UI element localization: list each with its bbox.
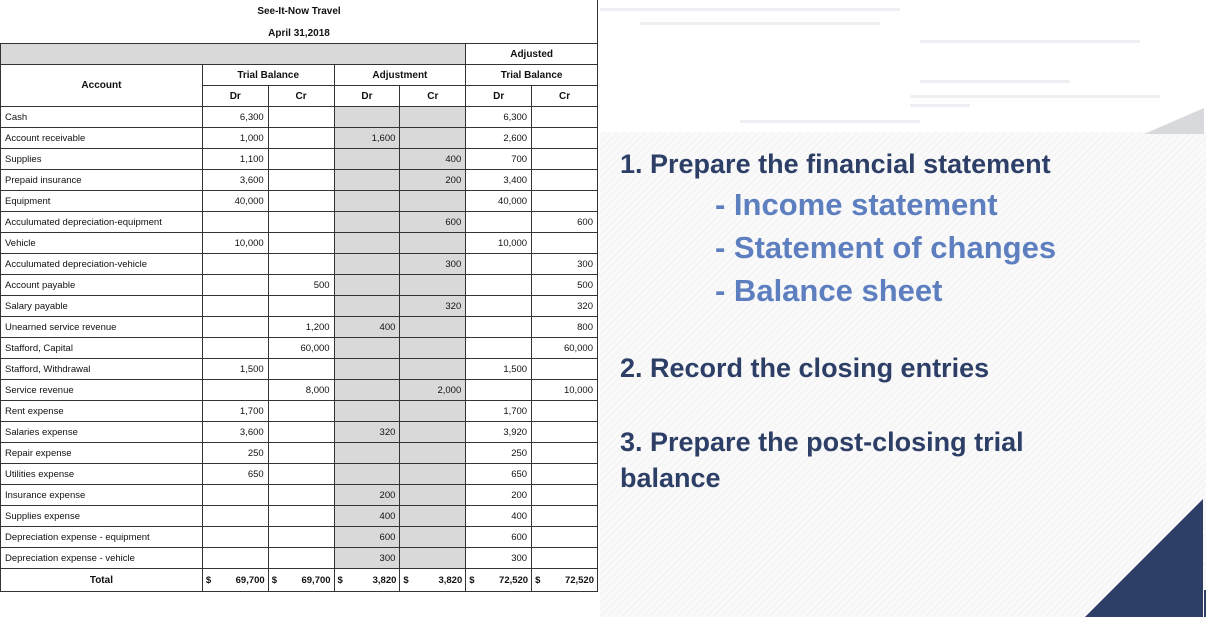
cell-atb-cr: 60,000 <box>532 338 598 359</box>
cell-adj-dr <box>334 443 400 464</box>
cell-adj-dr: 600 <box>334 527 400 548</box>
cell-tb-cr <box>268 149 334 170</box>
cell-tb-cr <box>268 191 334 212</box>
dr-header: Dr <box>202 86 268 107</box>
table-row <box>1 485 598 506</box>
total-tb-dr <box>202 569 268 592</box>
cell-atb-dr <box>466 380 532 401</box>
table-row <box>1 380 598 401</box>
cell-adj-dr <box>334 464 400 485</box>
total-value: 3,820 <box>438 574 463 586</box>
cell-adj-dr: 1,600 <box>334 128 400 149</box>
total-value: 72,520 <box>499 574 529 586</box>
cr-header: Cr <box>268 86 334 107</box>
adjusted-trial-balance-header: Trial Balance <box>466 65 598 86</box>
account-name: Supplies expense <box>1 506 203 527</box>
faded-line <box>640 22 880 25</box>
cell-tb-dr <box>202 317 268 338</box>
table-row <box>1 149 598 170</box>
account-name: Repair expense <box>1 443 203 464</box>
account-name: Depreciation expense - vehicle <box>1 548 203 569</box>
cell-atb-dr: 6,300 <box>466 107 532 128</box>
cell-adj-cr <box>400 422 466 443</box>
table-row <box>1 443 598 464</box>
corner-decoration <box>1144 108 1204 134</box>
cell-atb-cr: 500 <box>532 275 598 296</box>
faded-line <box>910 104 970 107</box>
table-row <box>1 170 598 191</box>
total-atb-cr <box>532 569 598 592</box>
total-label: Total <box>1 569 203 592</box>
cell-adj-dr <box>334 170 400 191</box>
cell-tb-dr <box>202 527 268 548</box>
cell-adj-cr <box>400 338 466 359</box>
cell-adj-dr: 300 <box>334 548 400 569</box>
cell-tb-cr <box>268 548 334 569</box>
total-value: 69,700 <box>301 574 331 586</box>
cell-atb-cr <box>532 548 598 569</box>
task-1-item-balance: - Balance sheet <box>715 273 943 308</box>
cell-tb-dr <box>202 548 268 569</box>
account-name: Prepaid insurance <box>1 170 203 191</box>
table-row <box>1 296 598 317</box>
account-name: Stafford, Withdrawal <box>1 359 203 380</box>
cell-tb-cr <box>268 170 334 191</box>
cell-adj-dr <box>334 191 400 212</box>
account-name: Depreciation expense - equipment <box>1 527 203 548</box>
cell-adj-cr <box>400 443 466 464</box>
account-name: Equipment <box>1 191 203 212</box>
task-3-line-1: 3. Prepare the post-closing trial <box>620 427 1024 457</box>
worksheet-table <box>0 43 598 592</box>
table-row <box>1 338 598 359</box>
total-atb-dr <box>466 569 532 592</box>
table-row <box>1 191 598 212</box>
table-row <box>1 422 598 443</box>
faded-line <box>910 95 1160 98</box>
cell-tb-dr: 3,600 <box>202 170 268 191</box>
cell-adj-cr <box>400 506 466 527</box>
table-row <box>1 548 598 569</box>
worksheet <box>0 0 598 600</box>
cell-atb-cr <box>532 485 598 506</box>
account-name: Acculumated depreciation-equipment <box>1 212 203 233</box>
cell-adj-dr <box>334 380 400 401</box>
cell-tb-cr <box>268 485 334 506</box>
faded-line <box>920 40 1140 43</box>
table-row <box>1 317 598 338</box>
cell-adj-cr <box>400 485 466 506</box>
cell-atb-dr: 1,700 <box>466 401 532 422</box>
cell-tb-cr <box>268 233 334 254</box>
table-row <box>1 401 598 422</box>
task-3-line-2: balance <box>620 463 721 493</box>
cell-adj-cr: 200 <box>400 170 466 191</box>
cell-atb-cr <box>532 464 598 485</box>
dr-header: Dr <box>466 86 532 107</box>
adjustment-header: Adjustment <box>334 65 466 86</box>
cell-tb-dr <box>202 380 268 401</box>
total-adj-cr <box>400 569 466 592</box>
cell-adj-dr: 200 <box>334 485 400 506</box>
cell-tb-cr: 1,200 <box>268 317 334 338</box>
cell-atb-dr <box>466 212 532 233</box>
table-row <box>1 254 598 275</box>
cell-tb-cr: 60,000 <box>268 338 334 359</box>
header-band-row <box>1 44 598 65</box>
account-name: Stafford, Capital <box>1 338 203 359</box>
cell-tb-cr <box>268 422 334 443</box>
cell-atb-cr: 600 <box>532 212 598 233</box>
cell-tb-dr <box>202 485 268 506</box>
cell-atb-dr <box>466 296 532 317</box>
cell-tb-cr: 8,000 <box>268 380 334 401</box>
cell-atb-cr <box>532 170 598 191</box>
account-name: Service revenue <box>1 380 203 401</box>
cell-adj-cr <box>400 275 466 296</box>
total-adj-dr <box>334 569 400 592</box>
cell-tb-dr: 3,600 <box>202 422 268 443</box>
cell-adj-cr: 2,000 <box>400 380 466 401</box>
total-tb-cr <box>268 569 334 592</box>
cell-tb-cr: 500 <box>268 275 334 296</box>
cell-atb-cr: 10,000 <box>532 380 598 401</box>
cell-tb-cr <box>268 107 334 128</box>
cell-atb-cr <box>532 128 598 149</box>
worksheet-date: April 31,2018 <box>268 28 330 39</box>
cell-atb-dr <box>466 338 532 359</box>
cell-tb-dr: 10,000 <box>202 233 268 254</box>
header-band <box>1 44 466 65</box>
cell-tb-cr <box>268 464 334 485</box>
cell-adj-dr <box>334 359 400 380</box>
cell-tb-dr <box>202 296 268 317</box>
cell-atb-cr: 320 <box>532 296 598 317</box>
total-value: 3,820 <box>372 574 397 586</box>
cell-adj-dr <box>334 107 400 128</box>
cell-adj-dr <box>334 338 400 359</box>
faded-line <box>600 8 900 11</box>
cell-atb-dr: 2,600 <box>466 128 532 149</box>
cell-tb-cr <box>268 128 334 149</box>
account-name: Salary payable <box>1 296 203 317</box>
account-name: Acculumated depreciation-vehicle <box>1 254 203 275</box>
cell-adj-dr <box>334 401 400 422</box>
total-value: 72,520 <box>564 574 594 586</box>
cell-atb-dr: 300 <box>466 548 532 569</box>
cell-atb-cr <box>532 443 598 464</box>
account-name: Insurance expense <box>1 485 203 506</box>
cell-atb-dr: 1,500 <box>466 359 532 380</box>
cell-adj-dr <box>334 254 400 275</box>
cell-tb-dr <box>202 254 268 275</box>
task-1: 1. Prepare the financial statement <box>620 149 1051 179</box>
cell-tb-dr: 1,700 <box>202 401 268 422</box>
table-row <box>1 128 598 149</box>
table-row <box>1 464 598 485</box>
account-name: Account receivable <box>1 128 203 149</box>
cell-atb-dr: 10,000 <box>466 233 532 254</box>
cell-atb-cr: 300 <box>532 254 598 275</box>
cell-adj-cr: 600 <box>400 212 466 233</box>
cell-tb-dr: 40,000 <box>202 191 268 212</box>
dr-header: Dr <box>334 86 400 107</box>
table-row <box>1 275 598 296</box>
account-name: Utilities expense <box>1 464 203 485</box>
currency-symbol: $ <box>271 574 277 586</box>
table-row <box>1 359 598 380</box>
account-name: Unearned service revenue <box>1 317 203 338</box>
task-2: 2. Record the closing entries <box>620 353 990 383</box>
cell-atb-dr: 40,000 <box>466 191 532 212</box>
currency-symbol: $ <box>205 574 212 586</box>
trial-balance-header: Trial Balance <box>202 65 334 86</box>
cell-atb-dr: 700 <box>466 149 532 170</box>
account-name: Rent expense <box>1 401 203 422</box>
faded-line <box>920 80 1070 83</box>
cell-tb-dr <box>202 275 268 296</box>
cell-atb-cr <box>532 401 598 422</box>
cell-adj-cr <box>400 107 466 128</box>
cell-adj-cr <box>400 548 466 569</box>
cell-adj-dr <box>334 275 400 296</box>
cell-adj-dr <box>334 149 400 170</box>
currency-symbol: $ <box>403 574 409 586</box>
cell-adj-cr <box>400 464 466 485</box>
company-name: See-It-Now Travel <box>257 6 341 17</box>
cell-tb-dr: 1,500 <box>202 359 268 380</box>
total-value: 69,700 <box>235 574 265 586</box>
cell-atb-dr: 400 <box>466 506 532 527</box>
cell-adj-cr <box>400 128 466 149</box>
cell-atb-dr <box>466 275 532 296</box>
cell-adj-cr <box>400 233 466 254</box>
account-name: Salaries expense <box>1 422 203 443</box>
table-row <box>1 107 598 128</box>
cell-adj-dr: 320 <box>334 422 400 443</box>
task-1-item-changes: - Statement of changes <box>715 230 1057 265</box>
cell-atb-cr <box>532 149 598 170</box>
cell-tb-dr <box>202 506 268 527</box>
cr-header: Cr <box>532 86 598 107</box>
cell-tb-cr <box>268 527 334 548</box>
cell-atb-dr: 3,400 <box>466 170 532 191</box>
cell-atb-cr <box>532 107 598 128</box>
cell-tb-cr <box>268 401 334 422</box>
cell-atb-dr: 3,920 <box>466 422 532 443</box>
faded-line <box>740 120 920 123</box>
cell-tb-dr: 650 <box>202 464 268 485</box>
cell-atb-cr <box>532 191 598 212</box>
cell-adj-cr <box>400 359 466 380</box>
cell-atb-dr: 650 <box>466 464 532 485</box>
cell-adj-cr <box>400 527 466 548</box>
task-1-item-income: - Income statement <box>715 187 998 222</box>
cell-tb-cr <box>268 296 334 317</box>
sheet-border <box>597 0 598 43</box>
adjusted-header-line1: Adjusted <box>466 44 598 65</box>
cell-adj-cr: 320 <box>400 296 466 317</box>
cell-adj-dr <box>334 296 400 317</box>
corner-decoration <box>1085 499 1203 617</box>
cell-adj-cr <box>400 317 466 338</box>
table-row <box>1 506 598 527</box>
cell-adj-dr <box>334 233 400 254</box>
table-row <box>1 212 598 233</box>
cell-atb-cr <box>532 359 598 380</box>
assignment-panel <box>600 0 1206 617</box>
currency-symbol: $ <box>535 574 541 586</box>
account-name: Vehicle <box>1 233 203 254</box>
cell-atb-cr <box>532 527 598 548</box>
cell-atb-cr: 800 <box>532 317 598 338</box>
cell-adj-dr: 400 <box>334 506 400 527</box>
cell-adj-cr: 400 <box>400 149 466 170</box>
cell-atb-dr <box>466 254 532 275</box>
cell-tb-cr <box>268 506 334 527</box>
cell-tb-dr <box>202 338 268 359</box>
account-name: Supplies <box>1 149 203 170</box>
total-row <box>1 569 598 592</box>
cell-tb-cr <box>268 359 334 380</box>
cell-adj-cr <box>400 191 466 212</box>
table-row <box>1 233 598 254</box>
faded-slide-header <box>600 0 1206 132</box>
currency-symbol: $ <box>337 574 343 586</box>
cell-adj-dr: 400 <box>334 317 400 338</box>
cell-tb-cr <box>268 443 334 464</box>
cell-tb-cr <box>268 212 334 233</box>
group-header-row <box>1 65 598 86</box>
cell-atb-cr <box>532 506 598 527</box>
cell-tb-dr: 1,000 <box>202 128 268 149</box>
cell-tb-dr <box>202 212 268 233</box>
cell-adj-cr <box>400 401 466 422</box>
cell-atb-dr: 600 <box>466 527 532 548</box>
cell-atb-dr: 200 <box>466 485 532 506</box>
cr-header: Cr <box>400 86 466 107</box>
currency-symbol: $ <box>469 574 475 586</box>
cell-adj-cr: 300 <box>400 254 466 275</box>
account-name: Account payable <box>1 275 203 296</box>
cell-atb-dr <box>466 317 532 338</box>
cell-atb-dr: 250 <box>466 443 532 464</box>
table-row <box>1 527 598 548</box>
cell-adj-dr <box>334 212 400 233</box>
account-header: Account <box>1 65 203 107</box>
cell-tb-dr: 250 <box>202 443 268 464</box>
account-name: Cash <box>1 107 203 128</box>
cell-tb-dr: 6,300 <box>202 107 268 128</box>
cell-tb-dr: 1,100 <box>202 149 268 170</box>
cell-tb-cr <box>268 254 334 275</box>
cell-atb-cr <box>532 233 598 254</box>
cell-atb-cr <box>532 422 598 443</box>
